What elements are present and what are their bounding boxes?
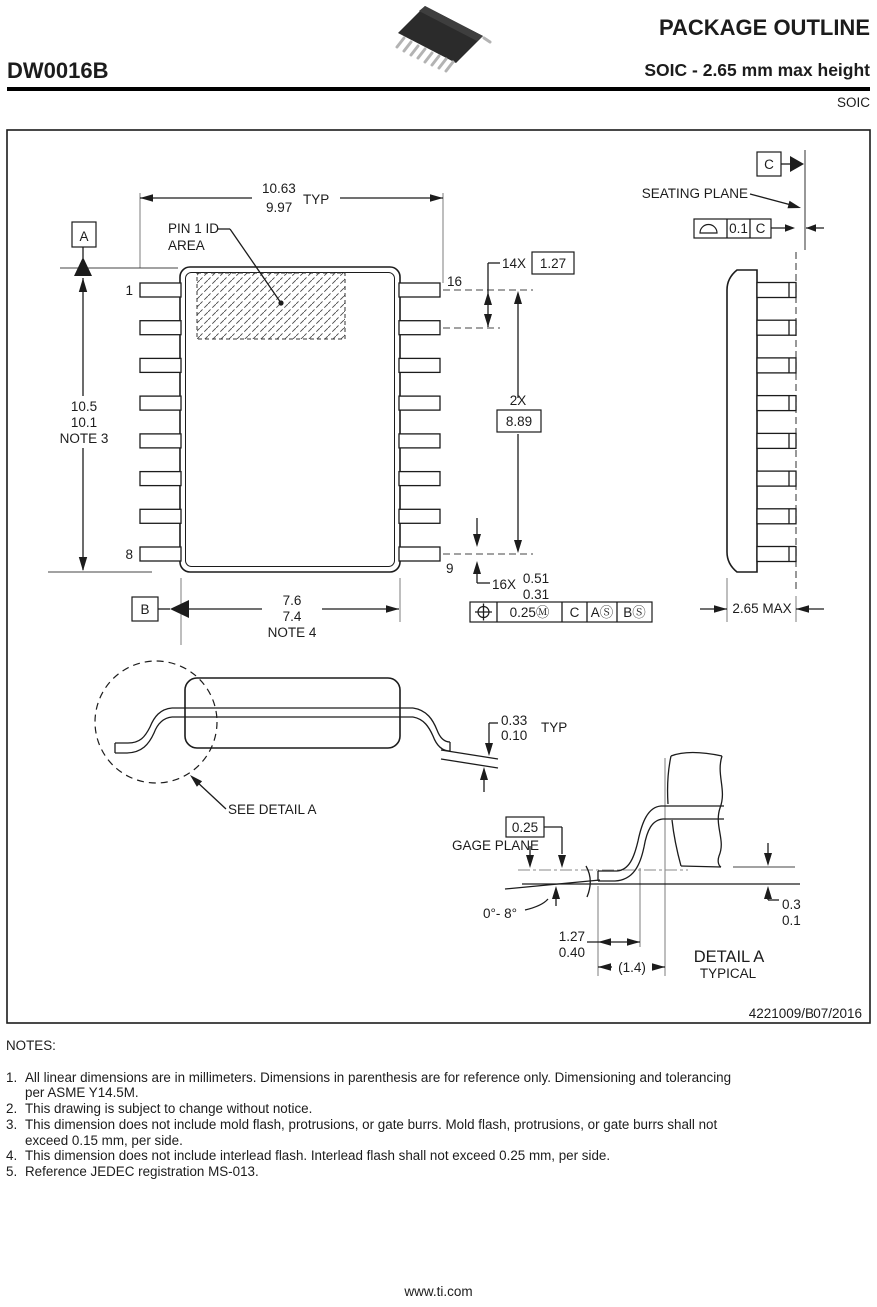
- lead-width-lower: 0.31: [522, 587, 550, 602]
- note-3-cont: exceed 0.15 mm, per side.: [25, 1132, 183, 1148]
- note-2: 2. This drawing is subject to change without notice.: [6, 1101, 313, 1117]
- fcf-position-d3: BⓈ: [623, 605, 646, 620]
- dim-top-lower: 9.97: [266, 200, 293, 215]
- max-height-label: 2.65 MAX: [732, 601, 792, 616]
- lead-thickness-suffix: TYP: [541, 720, 568, 735]
- note-5: 5. Reference JEDEC registration MS-013.: [6, 1163, 259, 1179]
- note-1: 1. All linear dimensions are in millimeters. Dimensions in parenthesis are for reference only. Dimensioning and tolerancing: [6, 1069, 732, 1085]
- pin-9-label: 9: [446, 561, 454, 576]
- lead-thickness-upper: 0.33: [501, 713, 528, 728]
- pin1-id-hatch-area: [197, 273, 345, 339]
- gage-plane-value: 0.25: [511, 820, 539, 835]
- datum-a-label: A: [79, 229, 89, 244]
- revision-date: 07/2016: [813, 1006, 862, 1021]
- body-length-note: NOTE 3: [59, 431, 109, 446]
- dim-top-upper: 10.63: [262, 181, 296, 196]
- span-value: 8.89: [505, 414, 533, 429]
- lead-width-count: 16X: [492, 577, 517, 592]
- see-detail-label: SEE DETAIL A: [228, 802, 317, 817]
- body-width-upper: 7.6: [282, 593, 302, 608]
- standoff-lower: 0.1: [782, 913, 801, 928]
- pitch-value: 1.27: [539, 256, 567, 271]
- lead-angle-label: 0°- 8°: [483, 906, 518, 921]
- lead-width-upper: 0.51: [522, 571, 550, 586]
- revision-number: 4221009/B: [748, 1006, 814, 1021]
- ti-website-link[interactable]: www.ti.com: [404, 1284, 473, 1299]
- ref-length-label: (1.4): [618, 960, 646, 975]
- note-4: 4. This dimension does not include interlead flash. Interlead flash shall not exceed 0.25 mm, per side.: [6, 1148, 611, 1164]
- foot-length-upper: 1.27: [558, 929, 585, 944]
- gage-plane-label: GAGE PLANE: [452, 838, 540, 853]
- notes-section: [6, 1038, 731, 1180]
- body-width-lower: 7.4: [282, 609, 302, 624]
- pitch-count: 14X: [502, 256, 527, 271]
- fcf-position-tol: 0.25Ⓜ: [509, 605, 550, 620]
- body-length-upper: 10.5: [70, 399, 98, 414]
- footer: [0, 1284, 877, 1299]
- note-3: 3. This dimension does not include mold flash, protrusions, or gate burrs. Mold flash, protrusions, or gate burrs shall not: [6, 1116, 718, 1132]
- lead-thickness-lower: 0.10: [501, 728, 528, 743]
- fcf-flatness-datum: C: [755, 221, 766, 236]
- page-subtitle: SOIC - 2.65 mm max height: [644, 60, 870, 80]
- datum-c-label: C: [764, 157, 774, 172]
- span-count: 2X: [509, 393, 527, 408]
- dim-top-suffix: TYP: [303, 192, 330, 207]
- page-title: PACKAGE OUTLINE: [658, 15, 870, 40]
- detail-a-title: DETAIL A: [693, 948, 765, 966]
- fcf-position-d2: AⓈ: [590, 605, 614, 620]
- fcf-position-d1: C: [569, 605, 580, 620]
- datum-b-label: B: [140, 602, 150, 617]
- pin-16-label: 16: [447, 274, 463, 289]
- pin1-id-label-2: AREA: [168, 238, 205, 253]
- note-1-cont: per ASME Y14.5M.: [25, 1085, 139, 1101]
- pin-8-label: 8: [125, 547, 133, 562]
- detail-a-view: [505, 753, 800, 976]
- standoff-upper: 0.3: [782, 897, 801, 912]
- drawing-frame: [7, 130, 870, 1023]
- notes-heading: NOTES:: [6, 1038, 56, 1053]
- part-number: DW0016B: [7, 58, 109, 83]
- body-length-lower: 10.1: [70, 415, 98, 430]
- pin1-id-label-1: PIN 1 ID: [168, 221, 220, 236]
- pin-1-label: 1: [125, 283, 133, 298]
- body-width-note: NOTE 4: [267, 625, 317, 640]
- seating-plane-label: SEATING PLANE: [641, 186, 748, 201]
- side-profile-view: [95, 661, 498, 809]
- foot-length-lower: 0.40: [558, 945, 585, 960]
- fcf-flatness-tol: 0.1: [729, 221, 748, 236]
- detail-a-subtitle: TYPICAL: [699, 966, 757, 981]
- package-family-label: SOIC: [836, 95, 870, 110]
